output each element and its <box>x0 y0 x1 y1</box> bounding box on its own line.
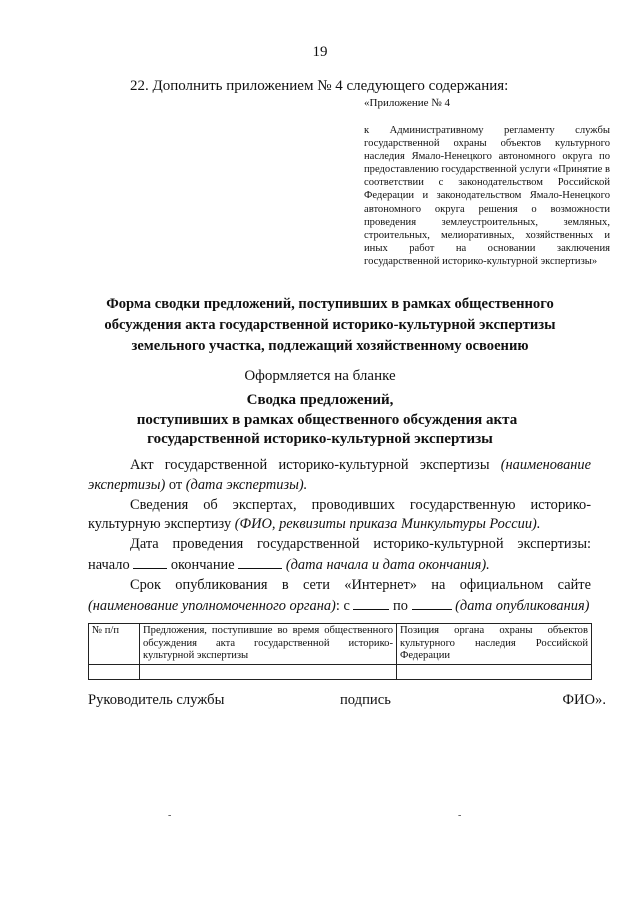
signature-position: Руководитель службы <box>88 692 225 708</box>
body-text <box>88 456 591 616</box>
summary-title-line: поступивших в рамках общественного обсуждения акта <box>136 411 518 428</box>
form-title-line: земельного участка, подлежащий хозяйственному освоению <box>131 338 529 354</box>
proposals-table <box>88 623 592 680</box>
table-cell <box>397 664 592 679</box>
paragraph-dates: Дата проведения государственной историко-культурной экспертизы: начало окончание (дата начала и дата окончания). <box>88 536 591 573</box>
table-header-row <box>89 624 592 665</box>
form-title-line: Форма сводки предложений, поступивших в рамках общественного <box>106 296 554 312</box>
footer-mark: - <box>168 810 172 821</box>
on-blank-note: Оформляется на бланке <box>244 368 396 384</box>
header-cell-proposals: Предложения, поступившие во время общественного обсуждения акта государственной историко-культурной экспертизы <box>140 624 397 665</box>
table-cell <box>140 664 397 679</box>
form-title <box>60 294 600 357</box>
blank-line <box>238 555 282 569</box>
page-number: 19 <box>312 44 328 60</box>
blank-line <box>412 596 452 610</box>
table-cell <box>89 664 140 679</box>
summary-title <box>0 391 640 450</box>
blank-line <box>353 596 389 610</box>
paragraph-act: Акт государственной историко-культурной экспертизы (наименование экспертизы) от (дата экспертизы). <box>88 457 591 493</box>
appendix-description: к Административному регламенту службы государственной охраны объектов культурного наследия Ямало-Ненецкого автономного округа по предоставлению государственной услуги «Принятие в соответствии с законодательством Российской Федерации и законодательством Ямало-Ненецкого автономного округа решения о возможности проведения землеустроительных, земляных, строительных, мелиоративных, хозяйственных и иных работ на основании заключения государственной историко-культурной экспертизы» <box>364 125 610 267</box>
paragraph-publication: Срок опубликования в сети «Интернет» на официальном сайте (наименование уполномоченного органа): с по (дата опубликования) <box>88 576 591 614</box>
header-cell-number: № п/п <box>89 624 140 665</box>
footer-mark: - <box>458 810 462 821</box>
form-title-line: обсуждения акта государственной историко-культурной экспертизы <box>104 317 556 333</box>
header-cell-position: Позиция органа охраны объектов культурного наследия Российской Федерации <box>397 624 592 665</box>
appendix-label: «Приложение № 4 <box>364 97 451 109</box>
blank-line <box>133 555 167 569</box>
table-row <box>89 664 592 679</box>
paragraph-experts: Сведения об экспертах, проводивших государственную историко-культурную экспертизу (ФИО, реквизиты приказа Минкультуры России). <box>88 496 591 533</box>
item-22-heading: 22. Дополнить приложением № 4 следующего содержания: <box>130 78 509 94</box>
summary-title-line: Сводка предложений, <box>246 392 394 408</box>
summary-title-line: государственной историко-культурной экспертизы <box>147 431 493 447</box>
signature-label: подпись <box>340 692 391 708</box>
signature-name: ФИО». <box>562 692 606 708</box>
